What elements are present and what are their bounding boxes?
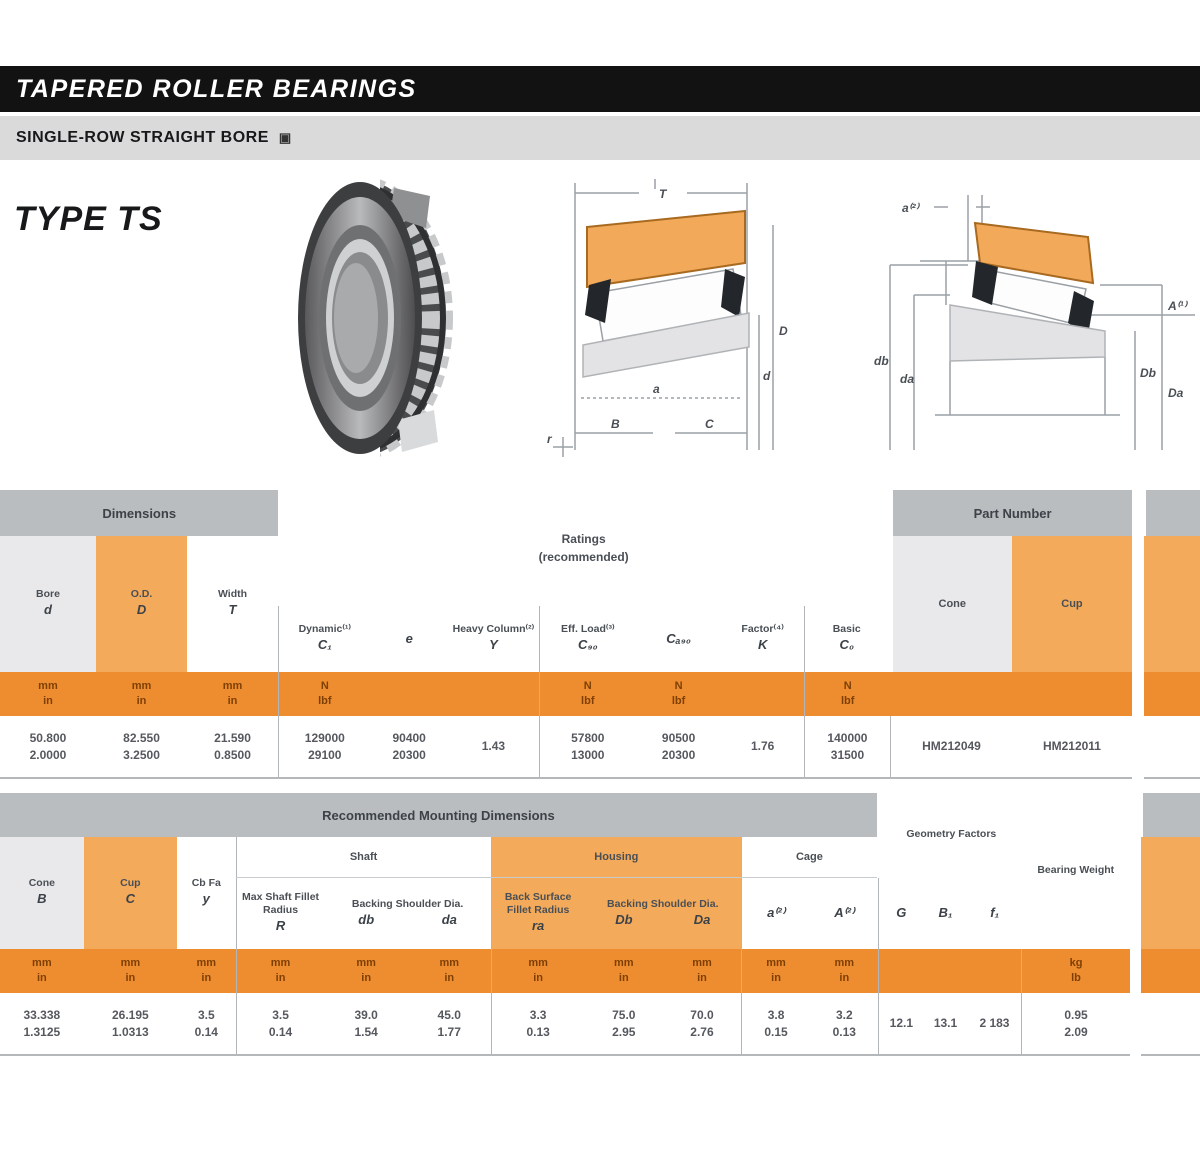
- dimensions-table-wrap: [0, 490, 1200, 779]
- units2-db: mm in: [325, 949, 408, 993]
- table2-units-row: [0, 949, 1200, 993]
- dim-label-A1: A⁽¹⁾: [1168, 299, 1187, 313]
- col-cup-header: Cup: [1012, 536, 1133, 672]
- bearing-photo: [298, 170, 478, 465]
- units2-y: mm in: [177, 949, 236, 993]
- units2-g2: [923, 949, 967, 993]
- units-thrust: N lbf: [635, 672, 721, 716]
- table1-data-row: [0, 716, 1200, 778]
- col-housing-backing-header: Backing Shoulder Dia. Db Da: [585, 877, 742, 949]
- col-A-header: A⁽²⁾: [810, 877, 879, 949]
- section-marker-icon: ▣: [278, 130, 292, 145]
- cell2-g3: 2 183: [968, 993, 1022, 1055]
- col-basic-header: Basic C₀: [804, 606, 891, 672]
- dim-label-Db: Db: [1140, 366, 1156, 380]
- units-factor: [722, 672, 804, 716]
- units2-cup: mm in: [84, 949, 177, 993]
- dim-label-Da: Da: [1168, 386, 1184, 400]
- cell-e: 90400 20300: [371, 716, 448, 778]
- col-radial-header: Eff. Load⁽³⁾ C₉₀: [540, 606, 636, 672]
- cell-basic: 140000 31500: [804, 716, 891, 778]
- units-bore: mm in: [0, 672, 96, 716]
- units-basic: N lbf: [804, 672, 891, 716]
- cell2-A: 3.2 0.13: [810, 993, 879, 1055]
- page-title: TAPERED ROLLER BEARINGS: [16, 74, 417, 103]
- page-subtitle: SINGLE-ROW STRAIGHT BORE: [16, 129, 269, 146]
- col-housing-fillet-header: Back Surface Fillet Radius ra: [491, 877, 584, 949]
- units-cone: [891, 672, 1012, 716]
- cell-heavy: 1.43: [448, 716, 540, 778]
- dimensions-group-header: Dimensions: [0, 490, 278, 536]
- units2-fillet: mm in: [236, 949, 324, 993]
- units-dynamic: N lbf: [278, 672, 370, 716]
- col-factor-header: Factor⁽⁴⁾ K: [722, 606, 804, 672]
- dim-label-C: C: [705, 417, 714, 431]
- units2-Da: mm in: [663, 949, 741, 993]
- cell2-fillet: 3.5 0.14: [236, 993, 324, 1055]
- col-e-header: e: [371, 606, 448, 672]
- col-y-header: Cb Fa y: [177, 837, 236, 949]
- mounting-group-header: Recommended Mounting Dimensions: [0, 793, 879, 837]
- col-heavy-header: Heavy Column⁽²⁾ Y: [448, 606, 540, 672]
- mounting-table: [0, 793, 1200, 1056]
- col-thrust-header: Cₐ₉₀: [635, 606, 721, 672]
- figures-strip: [0, 160, 1200, 490]
- cell2-a: 3.8 0.15: [741, 993, 810, 1055]
- table1-band-row: [0, 490, 1200, 536]
- units2-A: mm in: [810, 949, 879, 993]
- units2-da: mm in: [408, 949, 491, 993]
- ratings-group-header: Ratings (recommended): [278, 490, 890, 606]
- dim-label-r: r: [547, 432, 552, 446]
- cell2-Da: 70.0 2.76: [663, 993, 741, 1055]
- units-cup: [1012, 672, 1133, 716]
- col-cup-width-header: Cup C: [84, 837, 177, 949]
- cell2-g2: 13.1: [923, 993, 967, 1055]
- shaft-group-header: Shaft: [236, 837, 491, 877]
- mounting-diagram: [850, 165, 1200, 465]
- housing-group-header: Housing: [491, 837, 741, 877]
- col-width-header: Width T: [187, 536, 278, 672]
- col-shaft-fillet-header: Max Shaft Fillet Radius R: [236, 877, 324, 949]
- units2-Db: mm in: [585, 949, 663, 993]
- cell-radial: 57800 13000: [540, 716, 636, 778]
- col-g2-header: B₁: [923, 877, 967, 949]
- dimensions-table: [0, 490, 1200, 779]
- cell-dynamic: 129000 29100: [278, 716, 370, 778]
- units2-cutoff: [1141, 949, 1200, 993]
- units-cutoff: [1144, 672, 1200, 716]
- mounting-table-wrap: [0, 793, 1200, 1056]
- cell-bore: 50.800 2.0000: [0, 716, 96, 778]
- cutoff-header-cell: [1144, 536, 1200, 672]
- cell2-da: 45.0 1.77: [408, 993, 491, 1055]
- tables-gap: [0, 779, 1200, 793]
- page-edge-gap: [1132, 490, 1143, 778]
- cutoff-band-cell: [1144, 490, 1200, 536]
- cell-width: 21.590 0.8500: [187, 716, 278, 778]
- cross-section-diagram: [535, 165, 805, 465]
- col-cone-header: Cone: [891, 536, 1012, 672]
- cell2-cup: 26.195 1.0313: [84, 993, 177, 1055]
- units-e: [371, 672, 448, 716]
- top-margin: [0, 0, 1200, 66]
- geometry-group-header: Geometry Factors: [879, 793, 1022, 877]
- col-weight-header: Bearing Weight: [1022, 793, 1130, 949]
- cell2-cone: 33.338 1.3125: [0, 993, 84, 1055]
- col-od-header: O.D. D: [96, 536, 187, 672]
- dim-label-a: a: [653, 382, 660, 396]
- units2-hfillet: mm in: [491, 949, 584, 993]
- cell-od: 82.550 3.2500: [96, 716, 187, 778]
- cell2-hfillet: 3.3 0.13: [491, 993, 584, 1055]
- dim-label-B: B: [611, 417, 620, 431]
- cell-cup-part: HM212011: [1012, 716, 1133, 778]
- units-od: mm in: [96, 672, 187, 716]
- part-number-group-header: Part Number: [891, 490, 1132, 536]
- page-edge-gap-2: [1130, 793, 1142, 1055]
- units2-g1: [879, 949, 923, 993]
- dim-label-da: da: [900, 372, 915, 386]
- cell-cone-part: HM212049: [891, 716, 1012, 778]
- cell2-Db: 75.0 2.95: [585, 993, 663, 1055]
- dim-label-D: D: [779, 324, 788, 338]
- cell2-g1: 12.1: [879, 993, 923, 1055]
- cage-group-header: Cage: [741, 837, 878, 877]
- type-heading: TYPE TS: [14, 200, 163, 238]
- dim-label-T: T: [659, 187, 667, 201]
- dim-label-db: db: [874, 354, 889, 368]
- col-g1-header: G: [879, 877, 923, 949]
- table2-data-row: [0, 993, 1200, 1055]
- units2-cone: mm in: [0, 949, 84, 993]
- col-bore-header: Bore d: [0, 536, 96, 672]
- col-dynamic-header: Dynamic⁽¹⁾ C₁: [278, 606, 370, 672]
- title-bar: [0, 66, 1200, 112]
- units2-weight: kg lb: [1022, 949, 1130, 993]
- col-a-header: a⁽²⁾: [741, 877, 810, 949]
- cell2-weight: 0.95 2.09: [1022, 993, 1130, 1055]
- units2-g3: [968, 949, 1022, 993]
- subtitle-bar: [0, 112, 1200, 160]
- units-heavy: [448, 672, 540, 716]
- units2-a: mm in: [741, 949, 810, 993]
- units-width: mm in: [187, 672, 278, 716]
- cell2-db: 39.0 1.54: [325, 993, 408, 1055]
- table2-band-row: [0, 793, 1200, 837]
- cell-cutoff: [1144, 716, 1200, 778]
- table1-units-row: [0, 672, 1200, 716]
- dim-label-d: d: [763, 369, 771, 383]
- units-radial: N lbf: [540, 672, 636, 716]
- cell-factor: 1.76: [722, 716, 804, 778]
- col-shaft-backing-header: Backing Shoulder Dia. db da: [325, 877, 492, 949]
- cell2-y: 3.5 0.14: [177, 993, 236, 1055]
- col-cone-width-header: Cone B: [0, 837, 84, 949]
- col-g3-header: f₁: [968, 877, 1022, 949]
- cell2-cutoff: [1141, 993, 1200, 1055]
- cutoff-header-cell-2: [1141, 837, 1200, 949]
- cutoff-band-cell-2: [1141, 793, 1200, 837]
- cell-thrust: 90500 20300: [635, 716, 721, 778]
- dim-label-a2: a⁽²⁾: [902, 201, 919, 215]
